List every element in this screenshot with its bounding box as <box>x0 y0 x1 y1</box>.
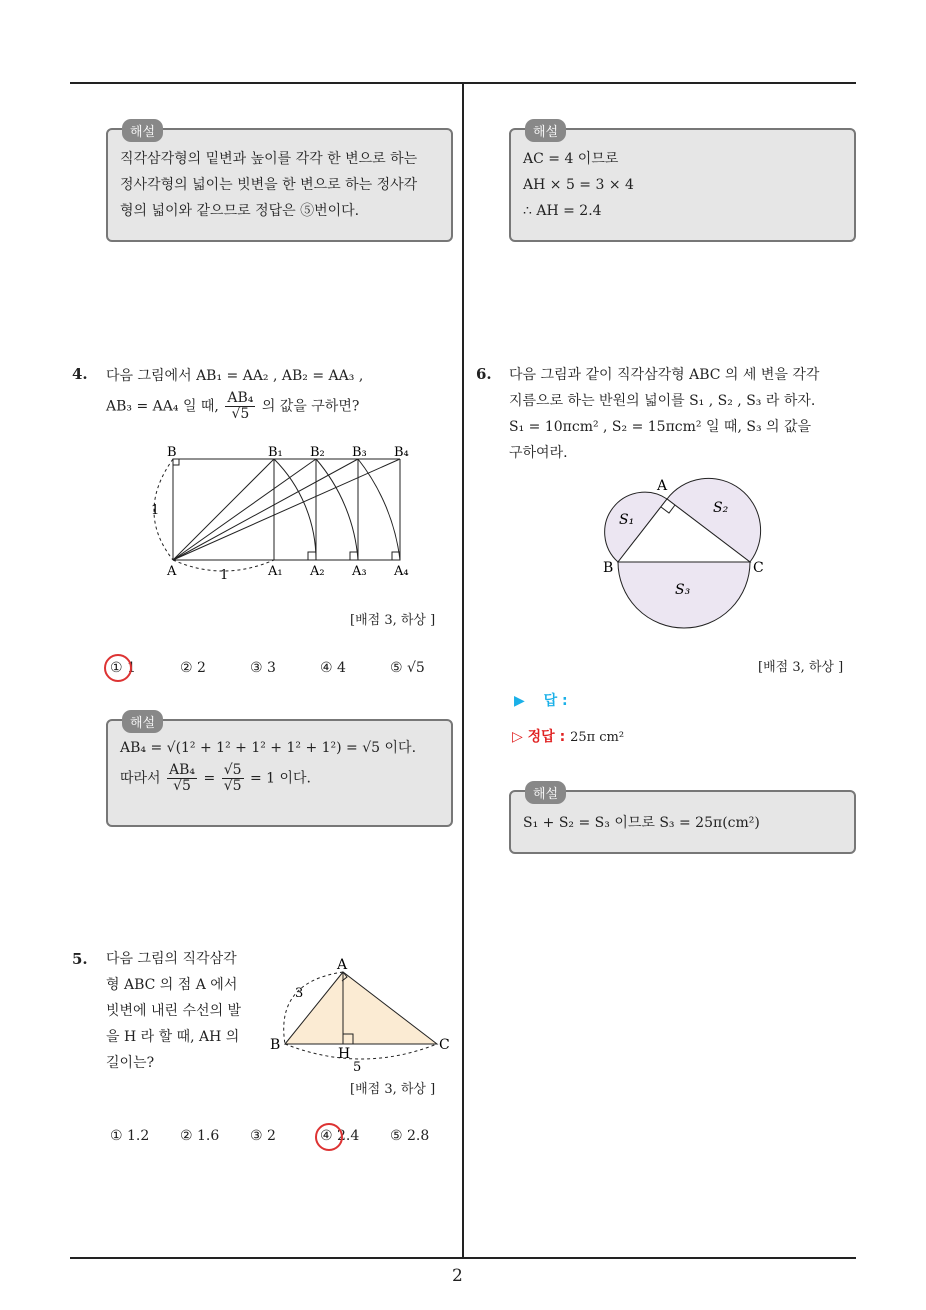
label-B: B <box>603 560 614 576</box>
label-H: H <box>338 1046 351 1062</box>
label-B: B <box>167 445 177 460</box>
question-number: 6. <box>476 365 492 383</box>
label-A1: A₁ <box>268 564 283 579</box>
q4-prefix: 다음 그림에서 <box>106 368 192 384</box>
label-B2: B₂ <box>310 445 325 460</box>
explanation-line: 정사각형의 넓이는 빗변을 한 변으로 하는 정사각 <box>120 177 418 193</box>
choice-3[interactable]: ③ 2 <box>250 1128 276 1144</box>
q5-line: 빗변에 내린 수선의 발 <box>106 1003 242 1019</box>
label-A4: A₄ <box>394 564 409 579</box>
label-A2: A₂ <box>310 564 325 579</box>
answer-row <box>514 690 568 710</box>
q6-line: 지름으로 하는 반원의 넓이를 S₁ , S₂ , S₃ 라 하자. <box>509 393 816 409</box>
selected-answer-circle <box>315 1123 343 1151</box>
column-divider <box>462 82 464 1258</box>
explanation-line: AC = 4 이므로 <box>523 151 619 167</box>
q6-figure <box>595 470 775 630</box>
label-A: A <box>657 478 668 494</box>
explanation-text: = 1 이다. <box>249 770 312 787</box>
explain-fraction-2 <box>222 763 244 794</box>
label-S1: S₁ <box>619 512 635 528</box>
frac-denominator: √5 <box>223 778 242 794</box>
explanation-line: AB₄ = √(1² + 1² + 1² + 1² + 1²) = √5 이다. <box>120 740 417 756</box>
side-bc-label: 5 <box>353 1060 362 1075</box>
choice-5[interactable]: ⑤ 2.8 <box>390 1128 430 1144</box>
q4-mid: 일 때, <box>182 398 219 415</box>
q4-figure <box>140 442 430 582</box>
side-ab-label: 3 <box>295 986 304 1001</box>
q5-score: [배점 3, 하상 ] <box>350 1082 436 1097</box>
question-number: 4. <box>72 365 88 383</box>
choice-3[interactable]: ③ 3 <box>250 660 276 676</box>
selected-answer-circle <box>104 654 132 682</box>
explanation-tag: 해설 <box>525 119 566 142</box>
explanation-box-q6 <box>509 787 856 854</box>
q4-score: [배점 3, 하상 ] <box>350 613 436 628</box>
frac-numerator: AB₄ <box>169 762 196 778</box>
base-length-label: 1 <box>220 568 229 582</box>
choice-1[interactable]: ① 1.2 <box>110 1128 150 1144</box>
outline-play-icon: ▷ <box>512 729 523 745</box>
q5-line: 을 H 라 할 때, AH 의 <box>106 1029 240 1045</box>
answer-label: 답 : <box>543 693 568 709</box>
label-B: B <box>270 1037 281 1053</box>
q5-line: 형 ABC 의 점 A 에서 <box>106 977 238 993</box>
frac-denominator: √5 <box>231 406 250 422</box>
explanation-box-q5 <box>509 125 856 242</box>
question-number: 5. <box>72 950 88 968</box>
choice-4[interactable]: ④ 4 <box>320 660 346 676</box>
q6-score: [배점 3, 하상 ] <box>758 660 844 675</box>
question-5-text <box>106 946 266 1076</box>
q4-suffix: 의 값을 구하면? <box>261 398 360 415</box>
choice-4[interactable]: ④ 2.4 <box>320 1128 360 1144</box>
correct-label: 정답 : <box>527 729 566 745</box>
explanation-tag: 해설 <box>122 119 163 142</box>
q4-fraction <box>225 391 255 422</box>
explanation-text: 따라서 <box>120 770 161 787</box>
q5-figure <box>265 952 460 1077</box>
label-S3: S₃ <box>675 582 691 598</box>
label-B1: B₁ <box>268 445 283 460</box>
choice-2[interactable]: ② 2 <box>180 660 206 676</box>
bottom-rule <box>70 1257 856 1259</box>
correct-value: 25π cm² <box>570 730 625 745</box>
label-A: A <box>337 957 348 973</box>
explanation-line: S₁ + S₂ = S₃ 이므로 S₃ = 25π(cm²) <box>523 815 760 831</box>
label-B3: B₃ <box>352 445 367 460</box>
frac-numerator: AB₄ <box>227 390 254 406</box>
explanation-line: 직각삼각형의 밑변과 높이를 각각 한 변으로 하는 <box>120 151 418 167</box>
label-C: C <box>753 560 764 576</box>
q5-line: 다음 그림의 직각삼각 <box>106 951 237 967</box>
explanation-box-q3 <box>106 125 453 242</box>
explanation-box-q4: 해설 AB₄ = √(1² + 1² + 1² + 1² + 1²) = √5 이다. 따라서 $\frac{\text{AB₄}}{√5}$ = $\frac{√5}{√5}$ = 1 이다. <box>106 719 453 827</box>
correct-answer-row <box>512 726 624 746</box>
choice-2[interactable]: ② 1.6 <box>180 1128 220 1144</box>
explanation-line: 형의 넓이와 같으므로 정답은 ⑤번이다. <box>120 203 360 219</box>
explanation-tag: 해설 <box>122 710 163 733</box>
page-number: 2 <box>452 1266 463 1286</box>
question-4-text <box>106 363 456 422</box>
frac-denominator: √5 <box>173 778 191 794</box>
q6-line: 구하여라. <box>509 445 568 461</box>
label-C: C <box>439 1037 450 1053</box>
explain-fraction-1 <box>167 763 197 794</box>
label-S2: S₂ <box>713 500 729 516</box>
label-A: A <box>167 564 177 579</box>
q4-math-2: AB₃ = AA₄ <box>106 398 179 415</box>
q6-line: S₁ = 10πcm² , S₂ = 15πcm² 일 때, S₃ 의 값을 <box>509 419 812 435</box>
frac-numerator: √5 <box>223 762 242 778</box>
explanation-line: AH × 5 = 3 × 4 <box>523 177 634 193</box>
explanation-line: ∴ AH = 2.4 <box>523 203 602 219</box>
play-icon: ▶ <box>514 693 525 709</box>
label-A3: A₃ <box>352 564 367 579</box>
question-6-text <box>509 362 859 466</box>
q4-math-1: AB₁ = AA₂ , AB₂ = AA₃ , <box>196 368 364 384</box>
label-B4: B₄ <box>394 445 409 460</box>
q5-line: 길이는? <box>106 1055 155 1071</box>
choice-5[interactable]: ⑤ √5 <box>390 660 425 676</box>
q6-line: 다음 그림과 같이 직각삼각형 ABC 의 세 변을 각각 <box>509 367 820 383</box>
side-length-label: 1 <box>151 503 160 518</box>
choice-1[interactable]: ① 1 <box>110 660 136 676</box>
explanation-tag: 해설 <box>525 781 566 804</box>
